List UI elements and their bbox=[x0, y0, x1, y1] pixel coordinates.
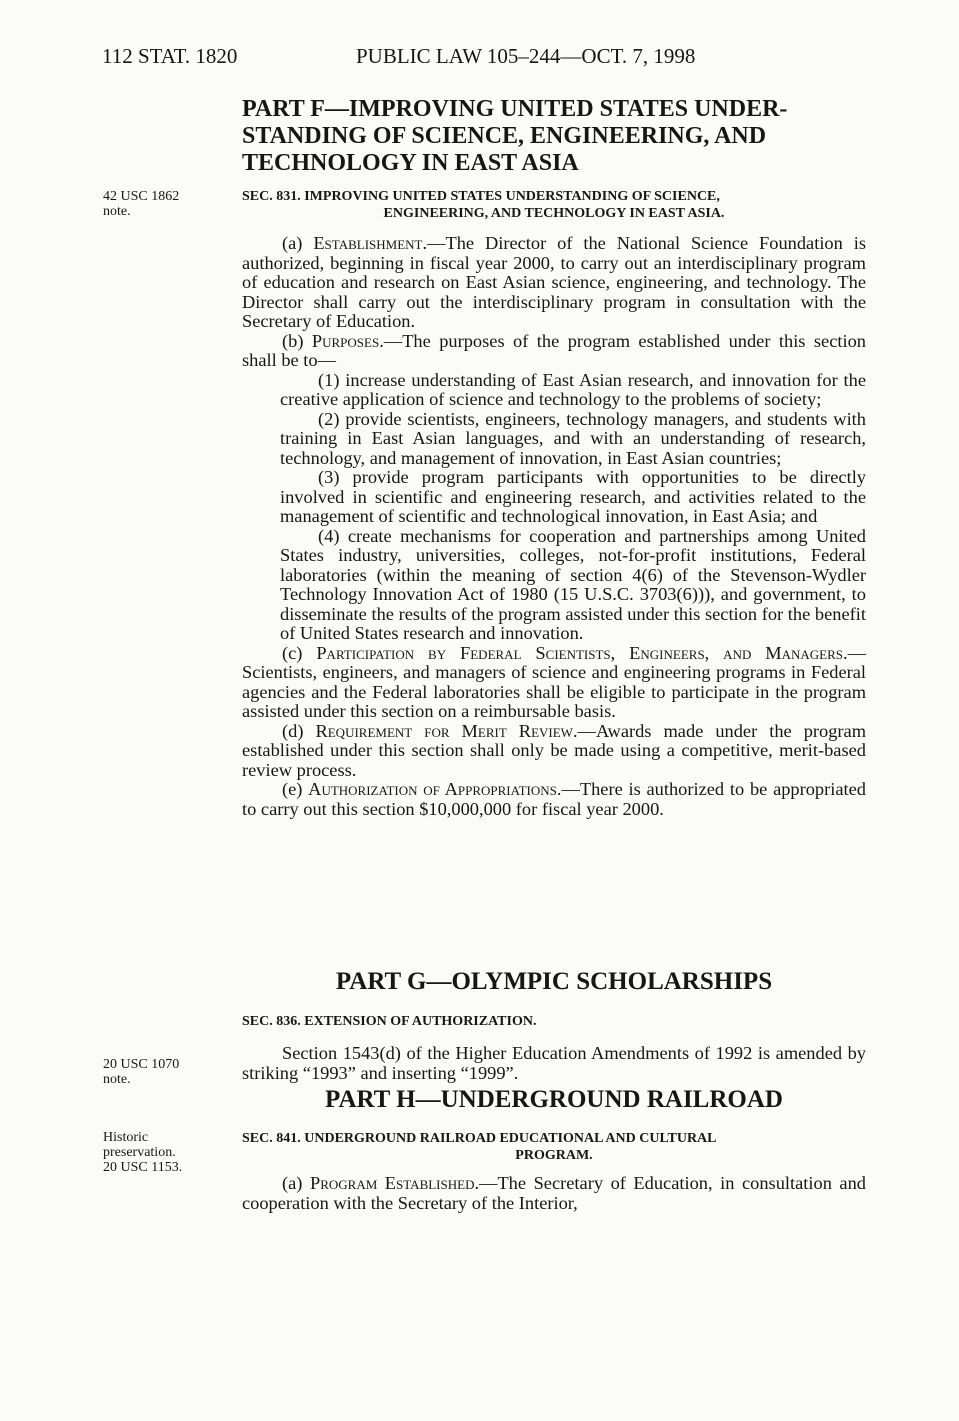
section-836-heading: SEC. 836. EXTENSION OF AUTHORIZATION. bbox=[242, 1014, 537, 1029]
part-h-title: PART H—UNDERGROUND RAILROAD bbox=[325, 1086, 783, 1113]
part-h-body bbox=[242, 1130, 866, 1213]
purpose-item-2: (2) provide scientists, engineers, technology managers, and students with training in East Asian languages, and with an understanding of research, technology, and management of innovation, in East Asian countries; bbox=[280, 408, 866, 468]
section-836-text: Section 1543(d) of the Higher Education Amendments of 1992 is amended by striking “1993” and inserting “1999”. bbox=[242, 1043, 866, 1083]
margin-note-usc-1070: 20 USC 1070 note. bbox=[103, 1057, 180, 1087]
subsection-e-appropriations: (e) Authorization of Appropriations.—There is authorized to be appropriated to carry out this section $10,000,000 for fiscal year 2000. bbox=[242, 779, 866, 819]
subsection-b-purposes: (b) Purposes.—The purposes of the program established under this section shall be to— bbox=[242, 330, 866, 370]
part-f-body bbox=[242, 188, 866, 819]
subsection-a-program-established: (a) Program Established.—The Secretary of Education, in consultation and cooperation with the Secretary of the Interior, bbox=[242, 1173, 866, 1213]
subsection-a-establishment: (a) Establishment.—The Director of the National Science Foundation is authorized, beginning in fiscal year 2000, to carry out an interdisciplinary program of education and research on East Asian science, engineering, and technology. The Director shall carry out the interdisciplinary program in consultation with the Secretary of Education. bbox=[242, 233, 866, 331]
margin-note-usc-1862: 42 USC 1862 note. bbox=[103, 189, 180, 219]
purpose-item-3: (3) provide program participants with opportunities to be directly involved in scientific and engineering research, and activities related to the management of scientific and technological innovation, in East Asia; and bbox=[280, 467, 866, 526]
margin-note-historic-preservation: Historic preservation. 20 USC 1153. bbox=[103, 1130, 183, 1175]
part-g-body bbox=[242, 1013, 866, 1083]
subsection-d-merit-review: (d) Requirement for Merit Review.—Awards made under the program established under this section shall only be made using a competitive, merit-based review process. bbox=[242, 720, 866, 780]
purpose-item-4: (4) create mechanisms for cooperation and partnerships among United States industry, universities, colleges, not-for-profit institutions, Federal laboratories (within the meaning of section 4(6) of the Stevenson-Wydler Technology Innovation Act of 1980 (15 U.S.C. 3703(6))), and government, to disseminate the results of the program assisted under this section for the benefit of United States research and innovation. bbox=[280, 525, 866, 643]
part-f-title: PART F—IMPROVING UNITED STATES UNDER-STANDING OF SCIENCE, ENGINEERING, AND TECHNOLOGY IN EAST ASIA bbox=[242, 96, 788, 176]
section-831-heading: SEC. 831. IMPROVING UNITED STATES UNDERSTANDING OF SCIENCE, ENGINEERING, AND TECHNOLOGY IN EAST ASIA. bbox=[242, 189, 725, 221]
section-841-heading: SEC. 841. UNDERGROUND RAILROAD EDUCATIONAL AND CULTURAL PROGRAM. bbox=[242, 1131, 717, 1163]
subsection-c-participation: (c) Participation by Federal Scientists, Engineers, and Managers.—Scientists, engineers, and managers of science and engineering programs in Federal agencies and the Federal laboratories shall be eligible to participate in the program assisted under this section on a reimbursable basis. bbox=[242, 642, 866, 721]
purpose-item-1: (1) increase understanding of East Asian research, and innovation for the creative application of science and technology to the problems of society; bbox=[280, 369, 866, 409]
stat-citation: 112 STAT. 1820 bbox=[102, 44, 238, 68]
public-law-header: PUBLIC LAW 105–244—OCT. 7, 1998 bbox=[356, 44, 696, 68]
part-g-title: PART G—OLYMPIC SCHOLARSHIPS bbox=[335, 968, 773, 995]
